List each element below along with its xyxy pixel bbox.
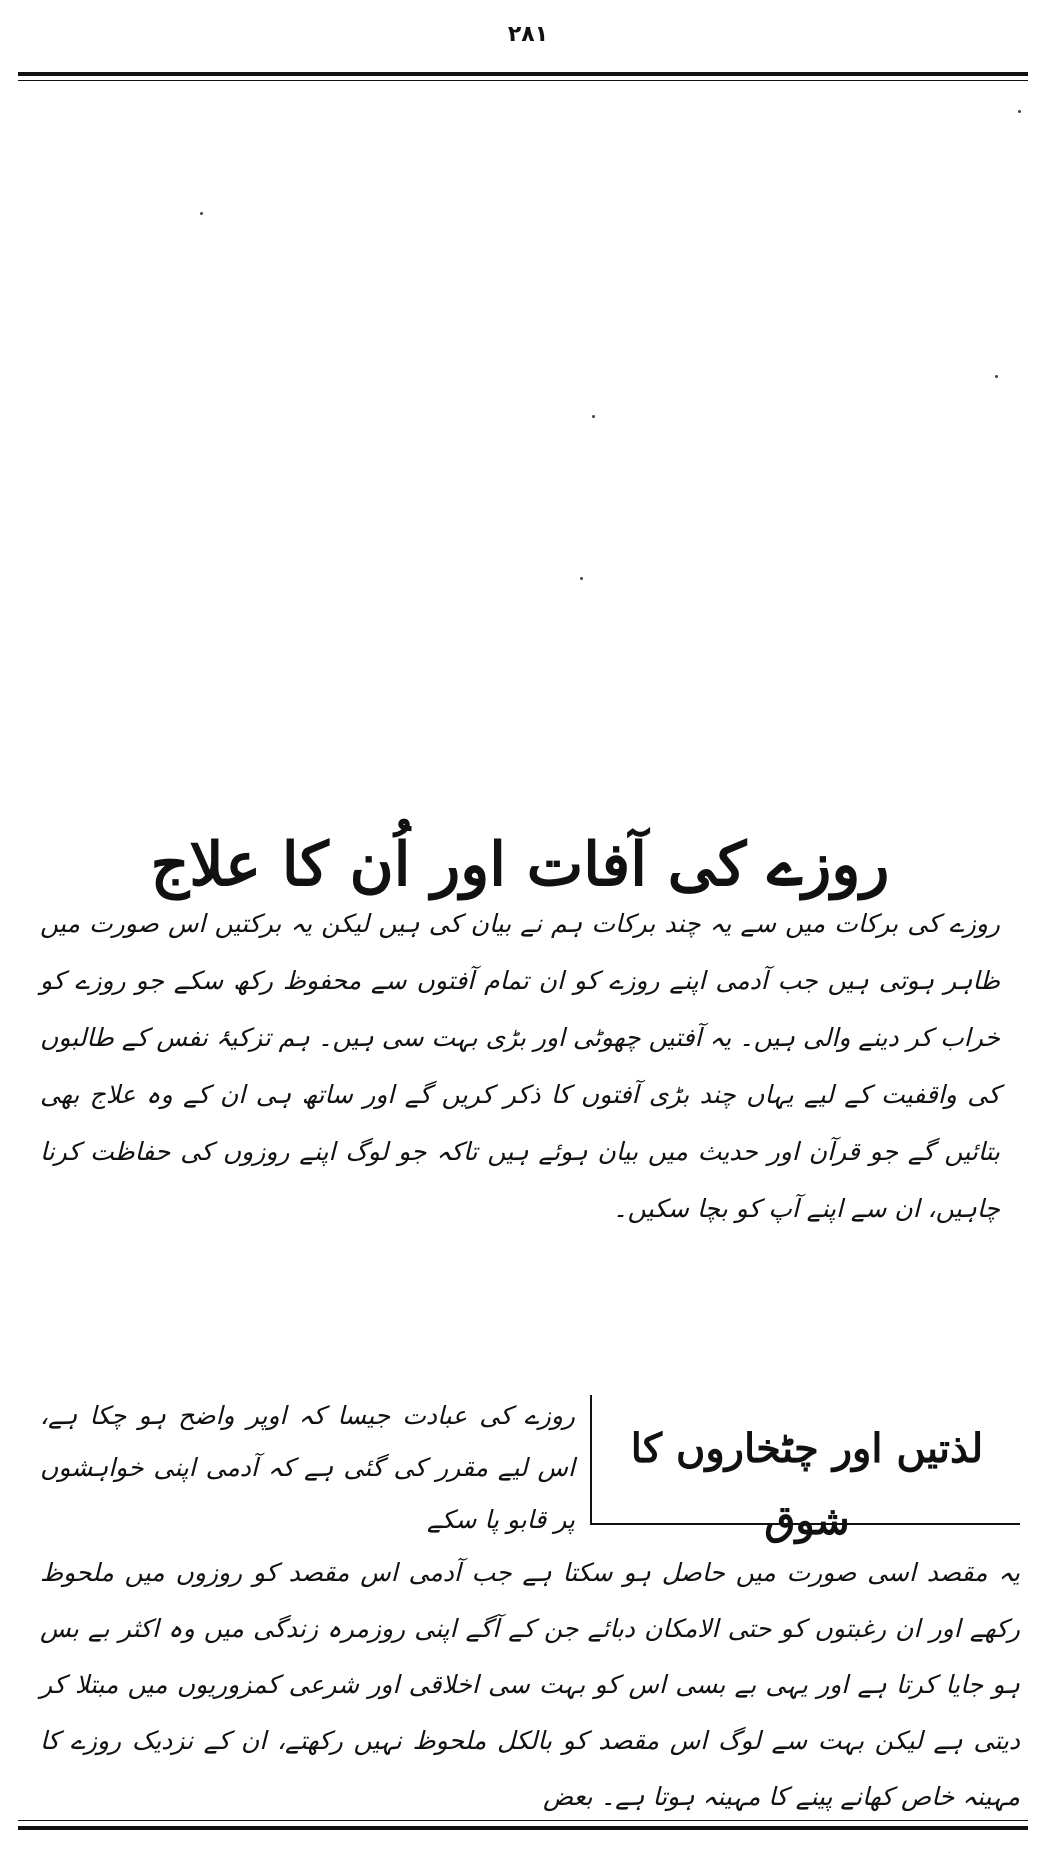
scan-speck — [580, 577, 583, 580]
chapter-title: روزے کی آفات اور اُن کا علاج — [150, 830, 890, 901]
footer-rule-thin — [18, 1820, 1028, 1821]
scan-speck — [1018, 110, 1021, 113]
scan-speck — [592, 415, 595, 418]
section-side-text: روزے کی عبادت جیسا کہ اوپر واضح ہو چکا ہے، اس لیے مقرر کی گئی ہے کہ آدمی اپنی خواہشوں پر قابو پا سکے — [40, 1401, 575, 1534]
page-number: ۲۸۱ — [507, 22, 549, 47]
section-heading-box — [590, 1395, 1020, 1544]
header-rule-thin — [18, 80, 1028, 81]
scan-speck — [200, 212, 203, 215]
section-continued-text: یہ مقصد اسی صورت میں حاصل ہو سکتا ہے جب آدمی اس مقصد کو روزوں میں ملحوظ رکھے اور ان رغبتوں کو حتی الامکان دبائے جن کے آگے اپنی روزمرہ زندگی میں وہ اکثر بے بس ہو جایا کرتا ہے اور یہی بے بسی اس کو بہت سی اخلاقی اور شرعی کمزوریوں میں مبتلا کر دیتی ہے لیکن بہت سے لوگ اس مقصد کو بالکل ملحوظ نہیں رکھتے، ان کے نزدیک روزے کا مہینہ خاص کھانے پینے کا مہینہ ہوتا ہے۔ بعض — [40, 1558, 1021, 1811]
intro-paragraph: روزے کی برکات میں سے یہ چند برکات ہم نے بیان کی ہیں لیکن یہ برکتیں اس صورت میں ظاہر ہوتی ہیں جب آدمی اپنے روزے کو ان تمام آفتوں سے محفوظ رکھ سکے جو روزے کو خراب کر دینے والی ہیں۔ یہ آفتیں چھوٹی اور بڑی بہت سی ہیں۔ ہم تزکیۂ نفس کے طالبوں کی واقفیت کے لیے یہاں چند بڑی آفتوں کا ذکر کریں گے اور ساتھ ہی ان کے وہ علاج بھی بتائیں گے جو قرآن اور حدیث میں بیان ہوئے ہیں تاکہ جو لوگ اپنے روزوں کی حفاظت کرنا چاہیں، ان سے اپنے آپ کو بچا سکیں۔ — [40, 909, 1000, 1223]
scan-speck — [995, 375, 998, 378]
section-heading: لذتیں اور چٹخاروں کا شوق — [630, 1425, 984, 1544]
header-rule — [18, 72, 1028, 76]
footer-rule — [18, 1826, 1028, 1830]
